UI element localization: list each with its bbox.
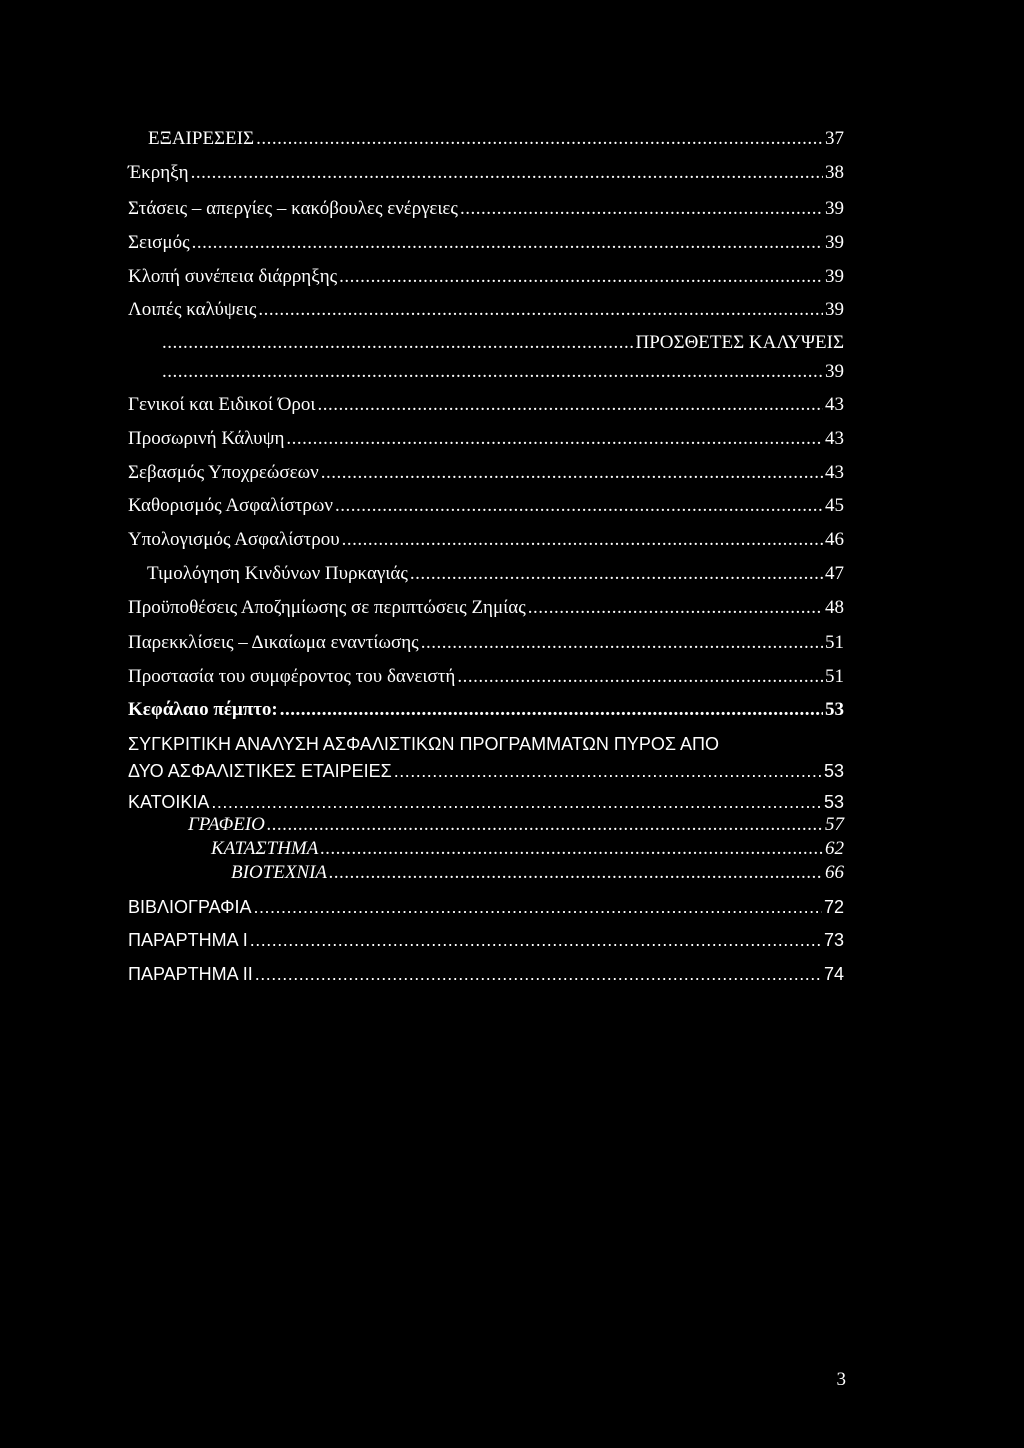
toc-entry-label: Προστασία του συμφέροντος του δανειστή bbox=[128, 666, 456, 687]
toc-entry-label: Σεισμός bbox=[128, 232, 190, 253]
toc-dot-leader bbox=[253, 896, 821, 918]
toc-entry-store[interactable] bbox=[211, 838, 844, 860]
toc-dot-leader bbox=[457, 666, 823, 688]
toc-entry-label: ΚΑΤΑΣΤΗΜΑ bbox=[211, 838, 319, 859]
toc-entry-label: Στάσεις – απεργίες – κακόβουλες ενέργειες bbox=[128, 198, 458, 219]
toc-entry-page: 43 bbox=[825, 394, 844, 415]
toc-dot-leader bbox=[394, 760, 822, 782]
toc-entry-page: ΠΡΟΣΘΕΤΕΣ ΚΑΛΥΨΕΙΣ bbox=[635, 332, 844, 353]
toc-entry-label: Γενικοί και Ειδικοί Όροι bbox=[128, 394, 316, 415]
toc-entry-label: Κλοπή συνέπεια διάρρηξης bbox=[128, 266, 338, 287]
toc-dot-leader bbox=[528, 597, 823, 619]
toc-entry-page: 46 bbox=[825, 529, 844, 550]
toc-entry-page: 43 bbox=[825, 428, 844, 449]
toc-dot-leader bbox=[255, 963, 822, 985]
toc-entry-appendix-1[interactable] bbox=[128, 929, 844, 951]
toc-entry-premium-calculation[interactable] bbox=[128, 529, 844, 551]
toc-entry-page: 74 bbox=[823, 964, 844, 984]
toc-dot-leader bbox=[460, 198, 823, 220]
toc-dot-leader bbox=[339, 266, 823, 288]
toc-entry-page: 39 bbox=[825, 198, 844, 219]
toc-dot-leader bbox=[267, 814, 823, 836]
toc-entry-page: 39 bbox=[825, 361, 844, 382]
toc-entry-label: ΠΑΡΑΡΤΗΜΑ ΙΙ bbox=[128, 964, 253, 984]
toc-dot-leader bbox=[280, 699, 823, 721]
toc-entry-label: Παρεκκλίσεις – Δικαίωμα εναντίωσης bbox=[128, 632, 419, 653]
toc-entry-compensation-conditions[interactable] bbox=[128, 597, 844, 619]
toc-entry-page: 43 bbox=[825, 462, 844, 483]
toc-entry-exclusions[interactable] bbox=[148, 128, 844, 150]
toc-entry-label: ΓΡΑΦΕΙΟ bbox=[188, 814, 265, 835]
toc-entry-explosion[interactable] bbox=[128, 162, 844, 184]
toc-entry-label: Τιμολόγηση Κινδύνων Πυρκαγιάς bbox=[147, 563, 408, 584]
toc-entry-additional-coverages[interactable] bbox=[160, 332, 844, 354]
toc-dot-leader bbox=[342, 529, 823, 551]
toc-entry-additional-coverages-page[interactable] bbox=[160, 361, 844, 383]
toc-entry-label: ΚΑΤΟΙΚΙΑ bbox=[128, 792, 210, 812]
toc-entry-page: 48 bbox=[825, 597, 844, 618]
toc-entry-page: 39 bbox=[825, 266, 844, 287]
toc-entry-label: Λοιπές καλύψεις bbox=[128, 299, 257, 320]
toc-entry-fire-risk-pricing[interactable] bbox=[147, 563, 844, 585]
toc-entry-page: 45 bbox=[825, 495, 844, 516]
toc-dot-leader bbox=[192, 232, 823, 254]
toc-entry-lender-protection[interactable] bbox=[128, 666, 844, 688]
toc-dot-leader bbox=[211, 791, 822, 813]
toc-dot-leader bbox=[318, 394, 823, 416]
toc-entry-obligations[interactable] bbox=[128, 462, 844, 484]
toc-entry-page: 39 bbox=[825, 232, 844, 253]
toc-entry-page: 39 bbox=[825, 299, 844, 320]
toc-entry-page: 53 bbox=[823, 761, 844, 781]
toc-entry-general-terms[interactable] bbox=[128, 394, 844, 416]
toc-entry-label: ΔΥΟ ΑΣΦΑΛΙΣΤΙΚΕΣ ΕΤΑΙΡΕΙΕΣ bbox=[128, 761, 392, 781]
toc-entry-chapter-five[interactable] bbox=[128, 699, 844, 721]
toc-entry-label: Κεφάλαιο πέμπτο: bbox=[128, 699, 278, 720]
toc-dot-leader bbox=[421, 632, 823, 654]
toc-entry-page: 51 bbox=[825, 666, 844, 687]
toc-entry-workshop[interactable] bbox=[231, 862, 844, 884]
toc-entry-residence[interactable] bbox=[128, 791, 844, 813]
toc-dot-leader bbox=[335, 495, 823, 517]
toc-entry-page: 53 bbox=[825, 699, 844, 720]
toc-dot-leader bbox=[410, 563, 823, 585]
toc-entry-page: 72 bbox=[823, 897, 844, 917]
toc-entry-label: ΠΑΡΑΡΤΗΜΑ Ι bbox=[128, 930, 248, 950]
toc-entry-temporary-cover[interactable] bbox=[128, 428, 844, 450]
page-number: 3 bbox=[836, 1369, 846, 1390]
toc-entry-comparative-analysis-line1[interactable]: ΣΥΓΚΡΙΤΙΚΗ ΑΝΑΛΥΣΗ ΑΣΦΑΛΙΣΤΙΚΩΝ ΠΡΟΓΡΑΜΜΑΤΩΝ ΠΥΡΟΣ ΑΠΟ bbox=[128, 734, 720, 754]
toc-dot-leader bbox=[329, 862, 823, 884]
toc-entry-label: Υπολογισμός Ασφαλίστρου bbox=[128, 529, 340, 550]
toc-entry-deviations[interactable] bbox=[128, 632, 844, 654]
toc-entry-label: ΕΞΑΙΡΕΣΕΙΣ bbox=[148, 128, 255, 149]
toc-entry-label: ΒΙΒΛΙΟΓΡΑΦΙΑ bbox=[128, 897, 252, 917]
toc-entry-earthquake[interactable] bbox=[128, 232, 844, 254]
toc-dot-leader bbox=[256, 128, 823, 150]
toc-entry-label: Προϋποθέσεις Αποζημίωσης σε περιπτώσεις Ζημίας bbox=[128, 597, 526, 618]
toc-dot-leader bbox=[286, 428, 823, 450]
toc-dot-leader bbox=[321, 462, 823, 484]
toc-dot-leader bbox=[250, 929, 822, 951]
toc-entry-strikes[interactable] bbox=[128, 198, 844, 220]
toc-entry-page: 38 bbox=[825, 162, 844, 183]
toc-entry-label: Έκρηξη bbox=[128, 162, 189, 183]
toc-entry-page: 57 bbox=[825, 814, 844, 835]
toc-entry-label: Προσωρινή Κάλυψη bbox=[128, 428, 285, 449]
toc-entry-office[interactable] bbox=[188, 814, 844, 836]
toc-entry-bibliography[interactable] bbox=[128, 896, 844, 918]
toc-entry-label: ΒΙΟΤΕΧΝΙΑ bbox=[231, 862, 328, 883]
toc-entry-other-coverages[interactable] bbox=[128, 299, 844, 321]
toc-entry-burglary-theft[interactable] bbox=[128, 266, 844, 288]
toc-dot-leader bbox=[191, 162, 823, 184]
toc-entry-page: 51 bbox=[825, 632, 844, 653]
toc-entry-page: 47 bbox=[825, 563, 844, 584]
toc-dot-leader bbox=[162, 361, 823, 383]
toc-entry-page: 66 bbox=[825, 862, 844, 883]
toc-dot-leader bbox=[162, 332, 634, 354]
toc-entry-comparative-analysis[interactable] bbox=[128, 760, 844, 782]
toc-dot-leader bbox=[258, 299, 823, 321]
toc-dot-leader bbox=[320, 838, 823, 860]
toc-entry-premium-determination[interactable] bbox=[128, 495, 844, 517]
toc-entry-page: 53 bbox=[823, 792, 844, 812]
toc-entry-appendix-2[interactable] bbox=[128, 963, 844, 985]
toc-entry-label: Σεβασμός Υποχρεώσεων bbox=[128, 462, 319, 483]
toc-entry-page: 37 bbox=[825, 128, 844, 149]
toc-entry-page: 62 bbox=[825, 838, 844, 859]
toc-entry-label: Καθορισμός Ασφαλίστρων bbox=[128, 495, 333, 516]
toc-entry-page: 73 bbox=[823, 930, 844, 950]
